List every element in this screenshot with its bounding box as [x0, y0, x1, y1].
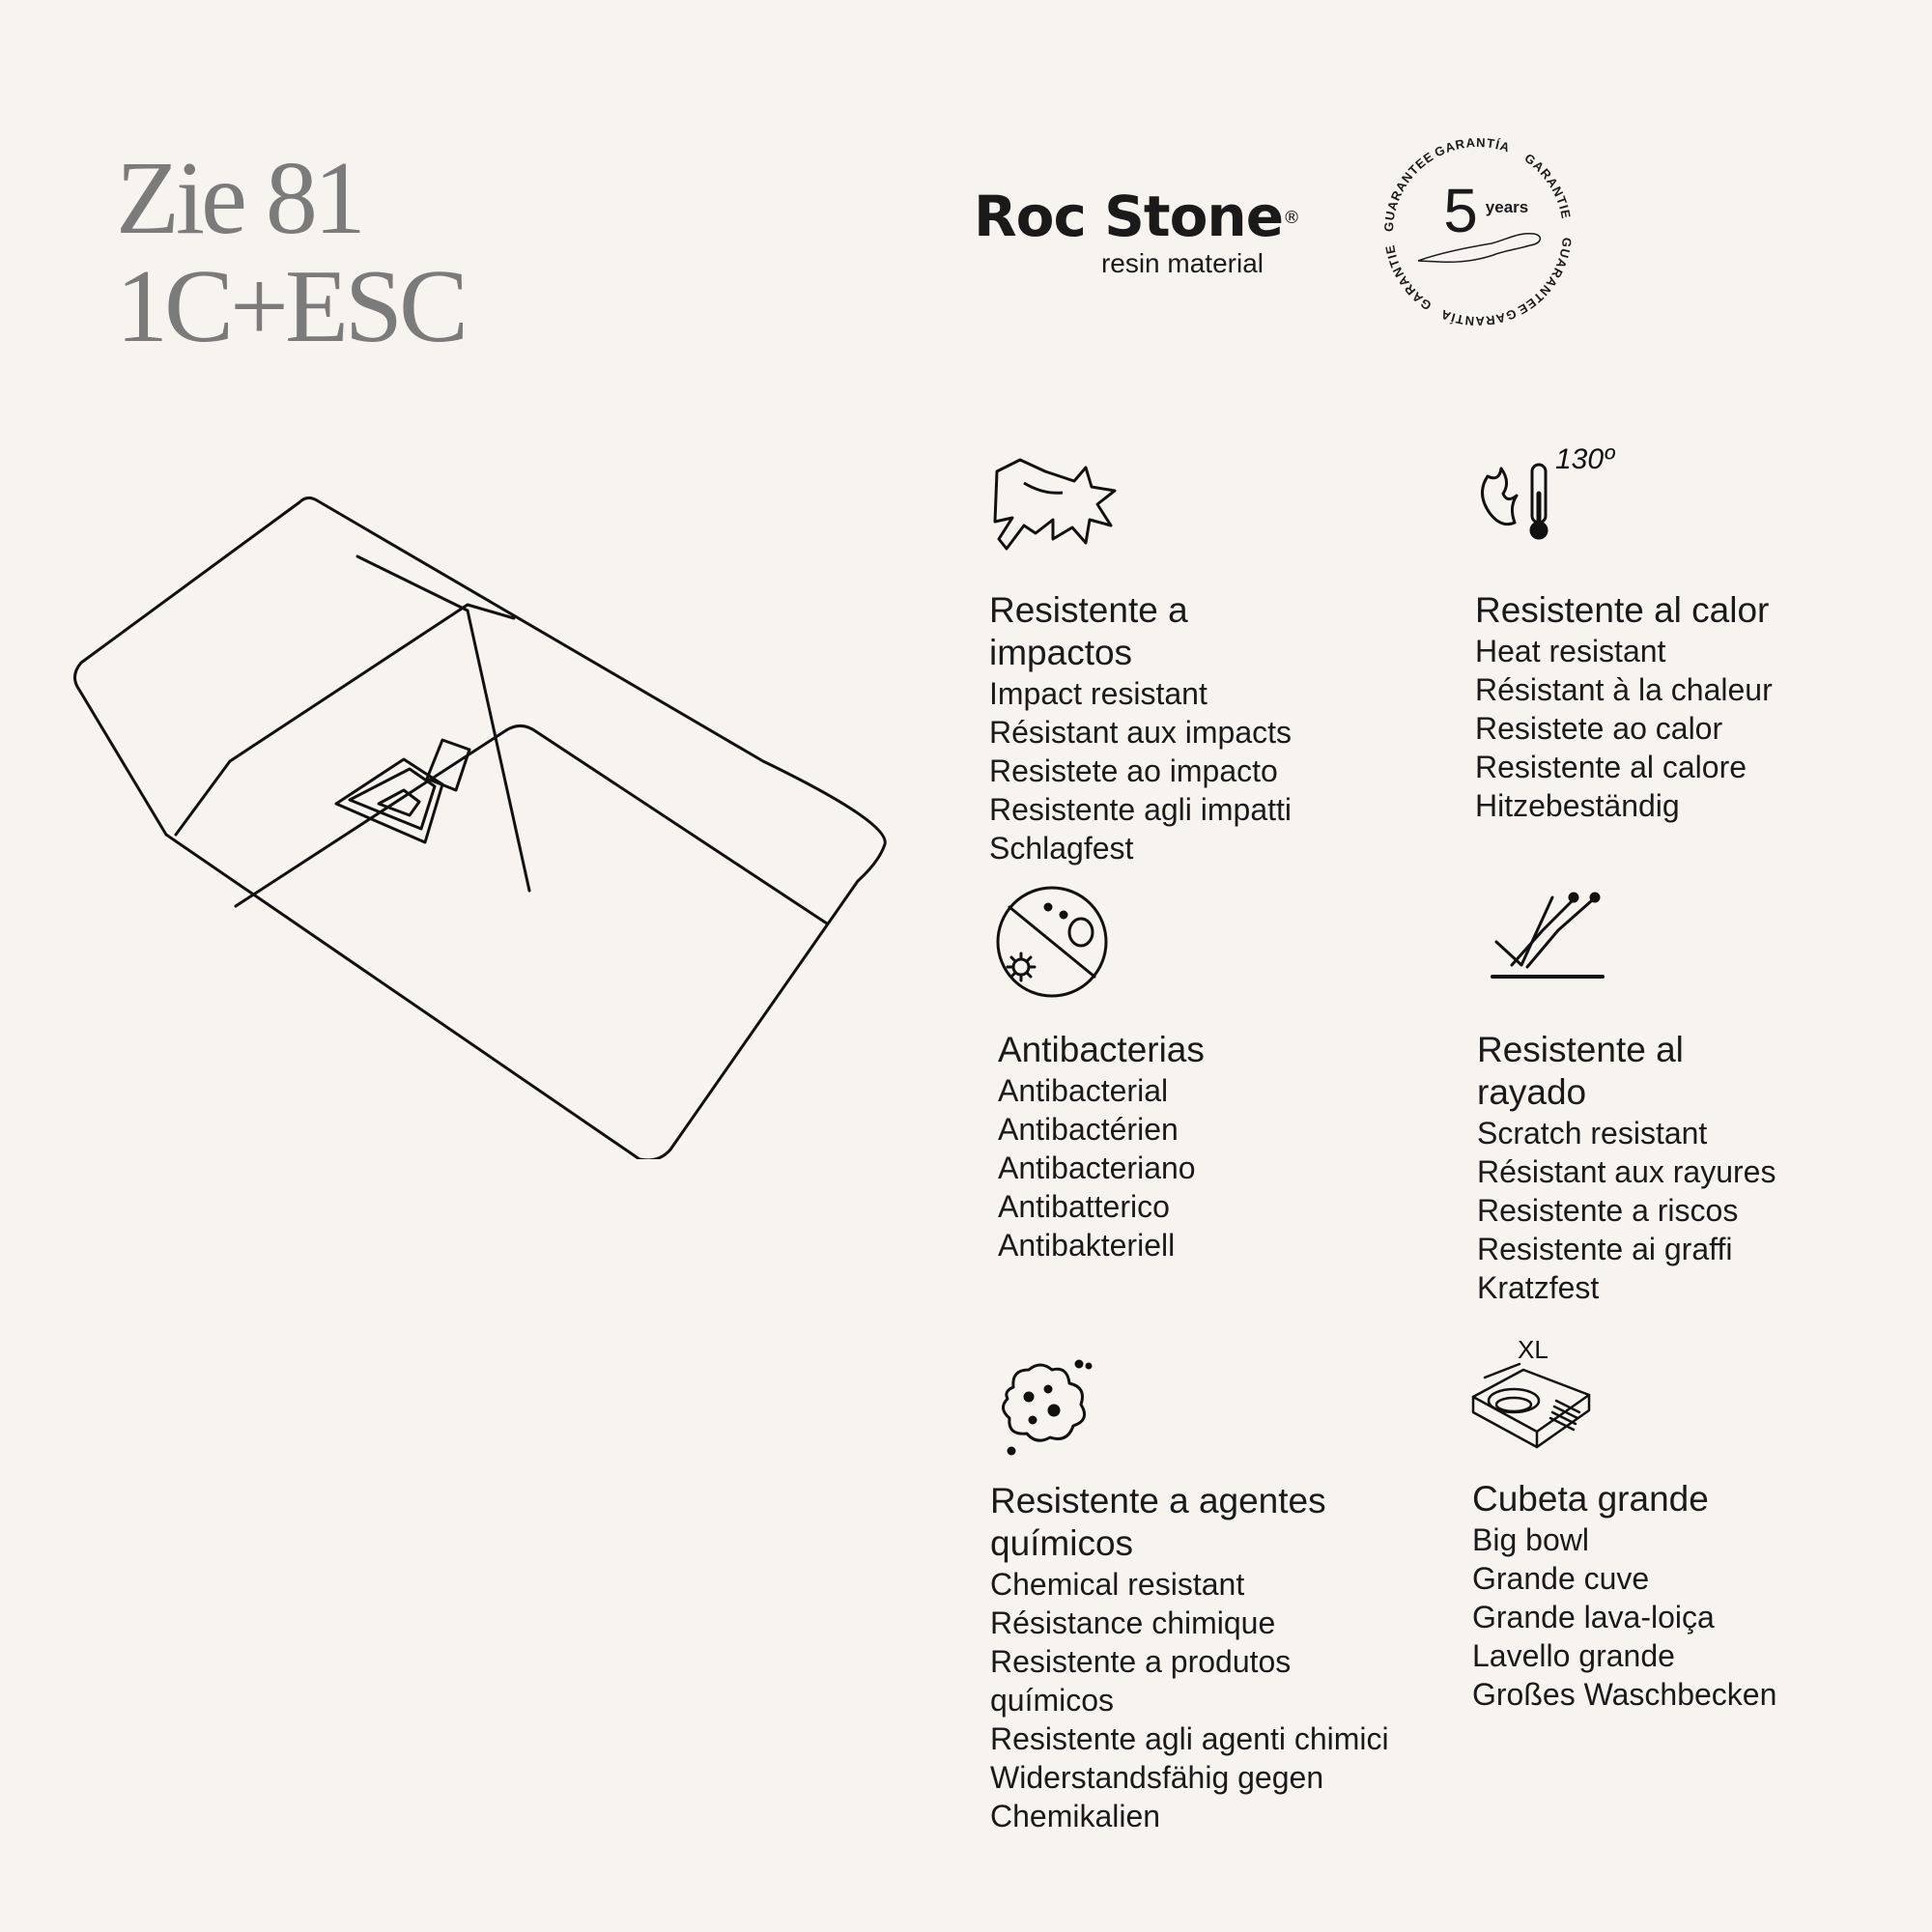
heat-line-4: Resistente al calore	[1475, 750, 1747, 784]
impact-icon	[985, 444, 1121, 560]
scratch-heading: Resistente al rayado	[1477, 1030, 1684, 1112]
divider-edge	[357, 556, 529, 891]
chemical-line-2: Résistance chimique	[990, 1605, 1276, 1640]
feature-scratch	[1477, 884, 1776, 1305]
scratch-line-5: Kratzfest	[1477, 1270, 1600, 1305]
chemical-line-1: Chemical resistant	[990, 1567, 1245, 1602]
hand-icon	[1418, 234, 1540, 263]
feature-heat	[1468, 440, 1773, 823]
guarantee-number: 5	[1443, 176, 1478, 245]
registered-mark: ®	[1283, 208, 1300, 228]
guarantee-ring-text-3	[1521, 151, 1574, 220]
chemical-line-4: Resistente agli agenti chimici	[990, 1721, 1389, 1756]
scratch-line-1: Scratch resistant	[1477, 1116, 1708, 1151]
feature-chemical	[990, 1352, 1389, 1833]
antibacterial-line-1: Antibacterial	[998, 1073, 1169, 1108]
heat-line-3: Resistete ao calor	[1475, 711, 1723, 746]
big-bowl-line-1: Big bowl	[1472, 1522, 1589, 1557]
scratch-line-3: Resistente a riscos	[1477, 1193, 1739, 1228]
antibacterial-line-5: Antibakteriell	[998, 1228, 1176, 1263]
ring-word-5: GARANTÍA	[1437, 306, 1519, 329]
guarantee-ring-text-6	[1382, 243, 1435, 313]
guarantee-seal	[1372, 126, 1584, 338]
guarantee-ring-text-2	[1432, 135, 1512, 160]
scratch-line-2: Résistant aux rayures	[1477, 1154, 1776, 1189]
heat-heading: Resistente al calor	[1475, 590, 1770, 630]
impact-heading: Resistente a impactos	[989, 590, 1188, 672]
guarantee-ring-text-5	[1438, 306, 1519, 328]
impact-line-3: Resistete ao impacto	[989, 753, 1278, 788]
impact-line-2: Résistant aux impacts	[989, 715, 1293, 750]
sink-outline	[74, 497, 885, 1159]
big-bowl-xl-label: XL	[1518, 1335, 1548, 1364]
big-bowl-heading: Cubeta grande	[1472, 1479, 1709, 1519]
feature-antibacterial	[990, 884, 1205, 1263]
ring-word-3: GARANTIE	[1521, 150, 1575, 221]
brand-name-text: Roc Stone	[974, 184, 1284, 249]
chemical-line-3: Resistente a produtos químicos	[990, 1644, 1292, 1718]
drainer-inner-edge	[176, 605, 514, 835]
sink-drawing	[68, 483, 898, 1159]
heat-line-2: Résistant à la chaleur	[1475, 672, 1773, 707]
scratch-icon	[1483, 884, 1618, 990]
chemical-icon	[990, 1352, 1096, 1459]
heat-line-5: Hitzebeständig	[1475, 788, 1680, 823]
scratch-line-4: Resistente ai graffi	[1477, 1232, 1733, 1266]
heat-line-1: Heat resistant	[1475, 634, 1666, 668]
guarantee-ring-text	[1381, 149, 1436, 232]
big-bowl-line-4: Lavello grande	[1472, 1638, 1675, 1673]
impact-line-1: Impact resistant	[989, 676, 1208, 711]
impact-line-5: Schlagfest	[989, 831, 1134, 866]
bowl-rim	[236, 725, 827, 923]
heat-temperature-label: 130º	[1555, 443, 1615, 475]
chemical-line-5: Widerstandsfähig gegen Chemikalien	[990, 1760, 1324, 1833]
big-bowl-icon	[1463, 1323, 1599, 1459]
brand-name	[974, 184, 1300, 249]
overflow-slot	[427, 740, 469, 790]
feature-big-bowl	[1463, 1323, 1777, 1712]
guarantee-unit: years	[1485, 198, 1529, 216]
brand-logo	[974, 184, 1300, 278]
ring-word-2: GARANTÍA	[1432, 134, 1513, 160]
impact-line-4: Resistente agli impatti	[989, 792, 1293, 827]
product-title-line-1: Zie 81	[116, 141, 362, 256]
product-title-line-2: 1C+ESC	[116, 249, 466, 364]
ring-word-4: GUARANTEE	[1515, 237, 1575, 319]
chemical-heading: Resistente a agentes químicos	[990, 1481, 1326, 1563]
antibacterial-line-4: Antibatterico	[998, 1189, 1170, 1224]
brand-subtitle: resin material	[1100, 248, 1264, 278]
guarantee-ring-text-4	[1515, 237, 1575, 318]
antibacterial-line-2: Antibactérien	[998, 1112, 1179, 1147]
antibacterial-heading: Antibacterias	[998, 1030, 1205, 1069]
ring-word-1: GUARANTEE	[1380, 148, 1437, 233]
big-bowl-line-3: Grande lava-loiça	[1472, 1600, 1715, 1634]
antibacterial-icon	[990, 884, 1116, 1000]
big-bowl-line-5: Großes Waschbecken	[1472, 1677, 1777, 1712]
big-bowl-line-2: Grande cuve	[1472, 1561, 1650, 1596]
ring-word-6: GARANTIE	[1381, 242, 1435, 314]
feature-impact	[985, 444, 1293, 866]
heat-icon	[1468, 440, 1642, 546]
antibacterial-line-3: Antibacteriano	[998, 1151, 1196, 1185]
product-title	[116, 141, 466, 364]
